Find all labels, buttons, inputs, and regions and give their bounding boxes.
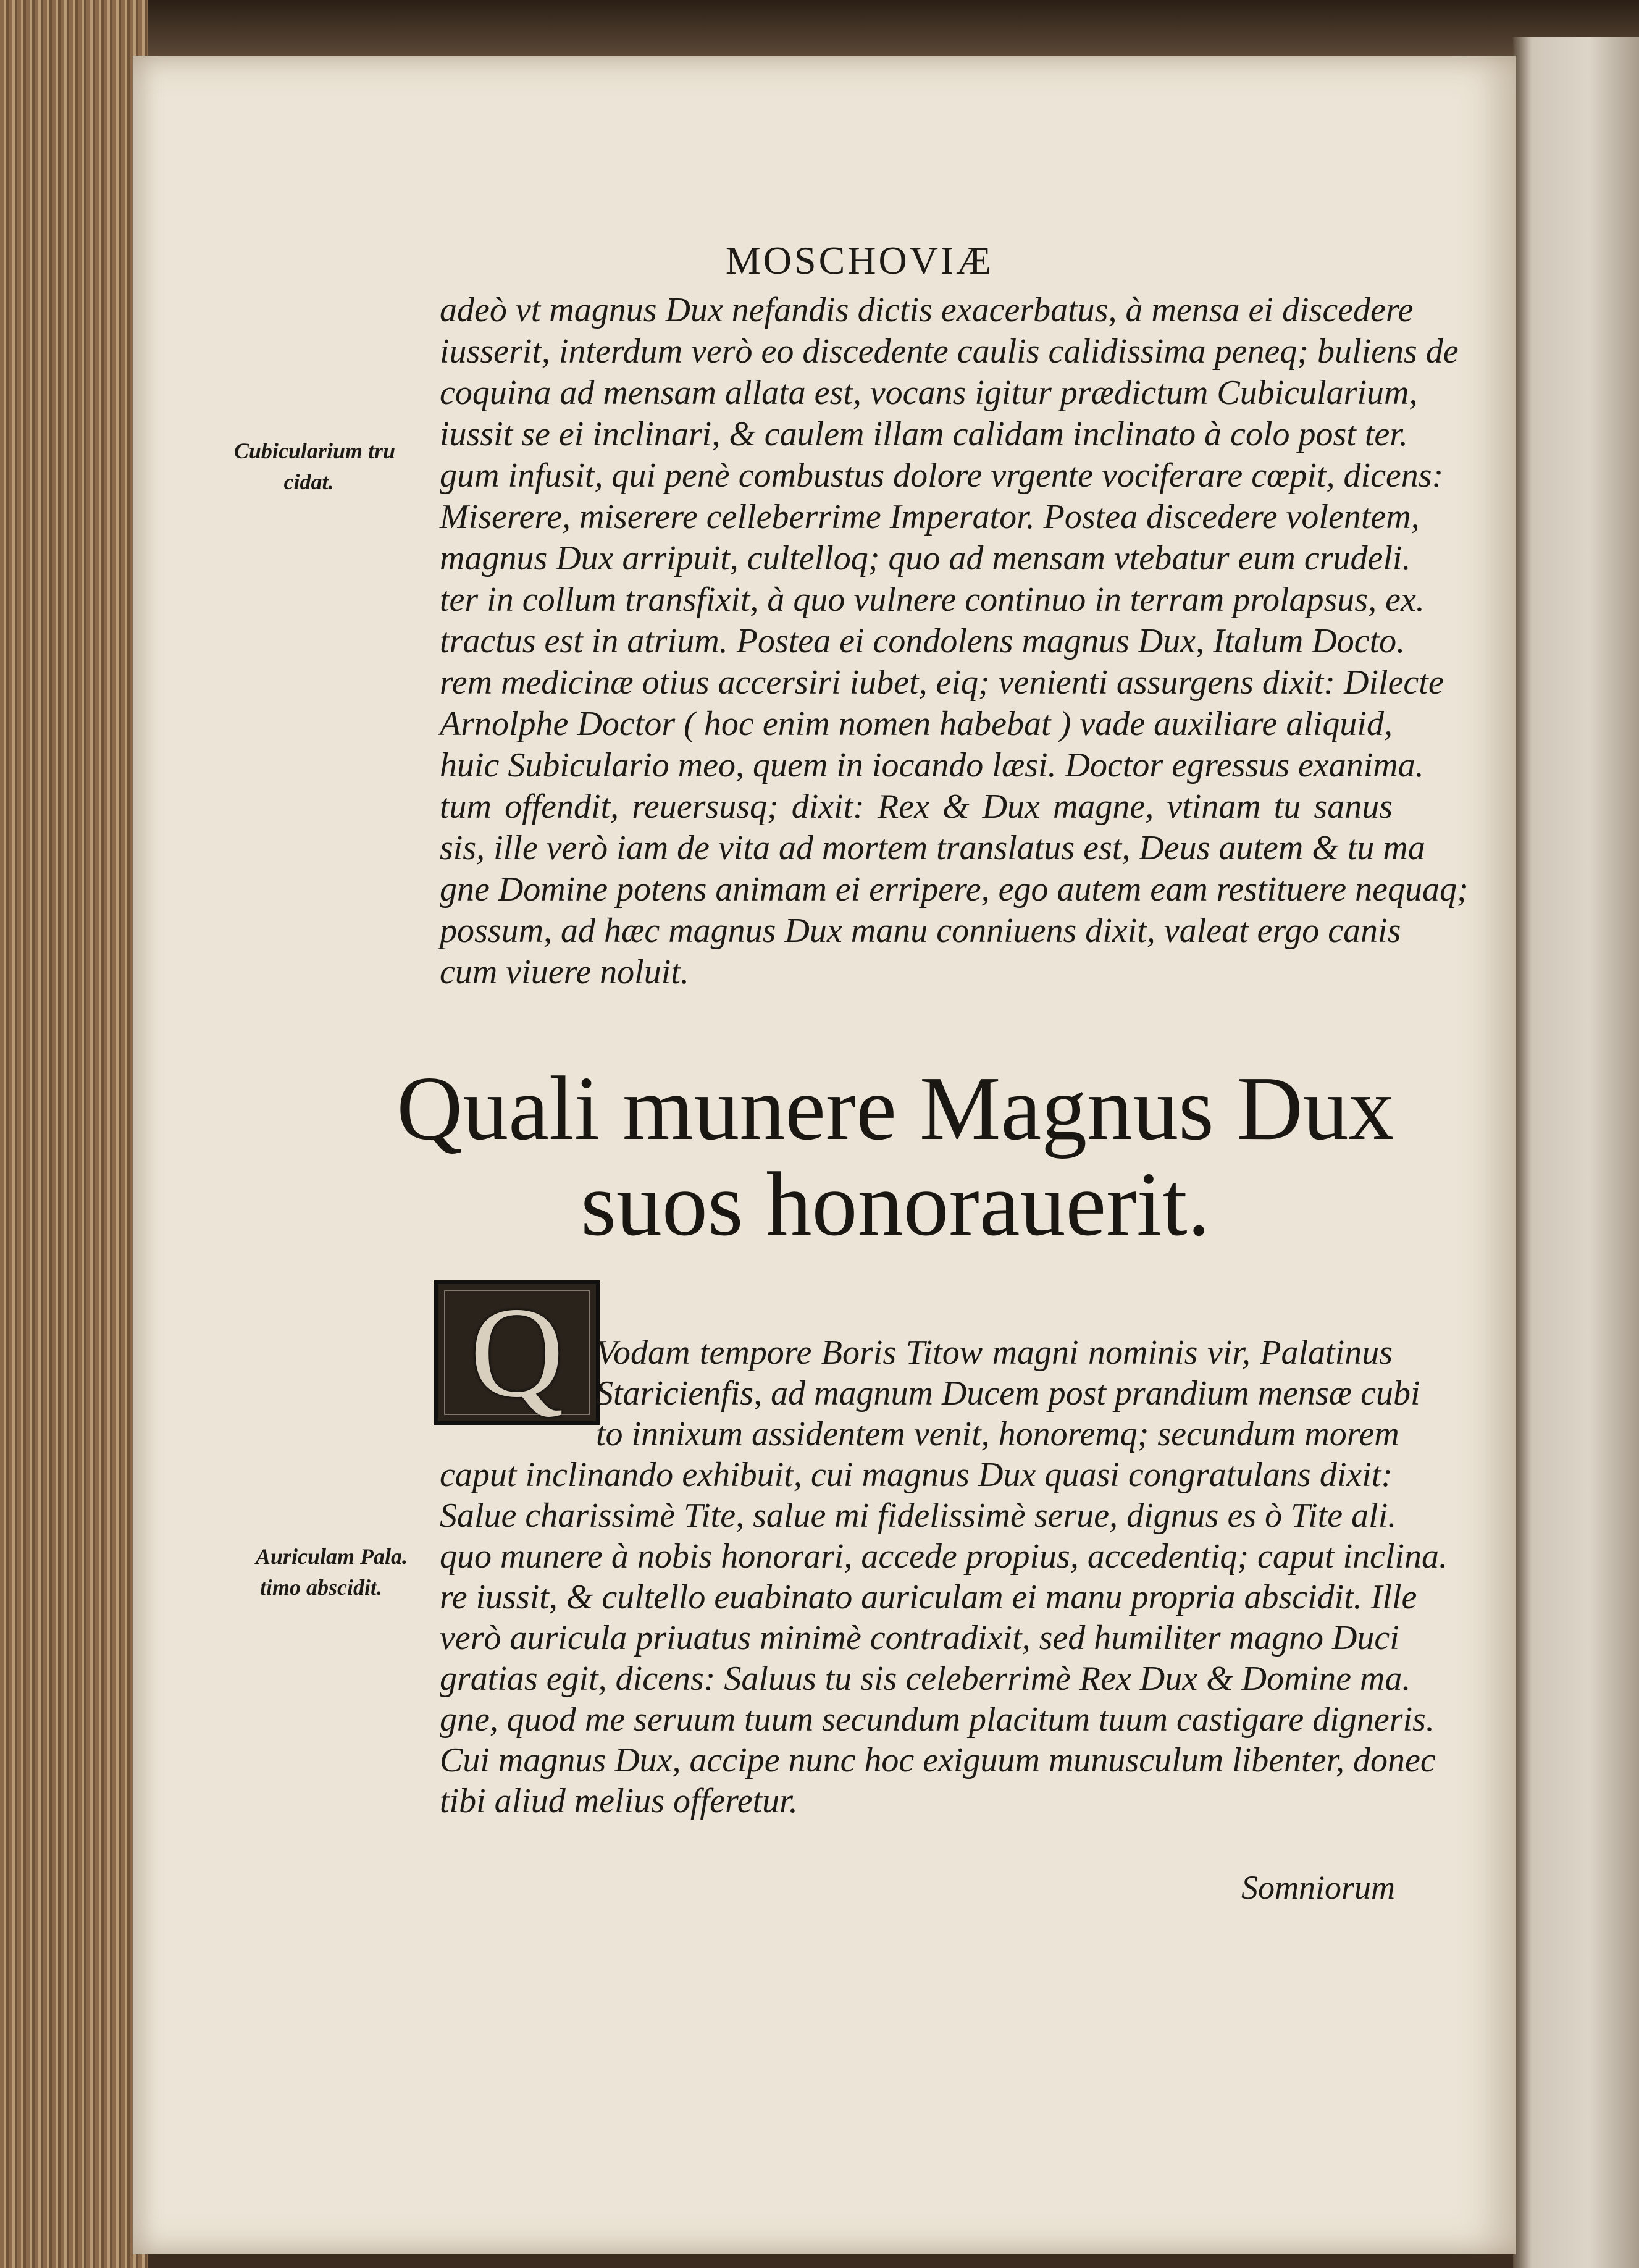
decorated-initial bbox=[434, 1280, 600, 1425]
running-head: MOSCHOVIÆ bbox=[725, 238, 994, 282]
text-line: ter in collum transfixit, à quo vulnere continuo in terram prolapsus, ex. bbox=[440, 581, 1425, 619]
margin-note-line: Cubicularium tru bbox=[233, 439, 395, 463]
text-line: Vodam tempore Boris Titow magni nominis vir, Palatinus bbox=[596, 1334, 1393, 1372]
text-line: rem medicinæ otius accersiri iubet, eiq; venienti assurgens dixit: Dilecte bbox=[440, 663, 1444, 702]
text-line: Miserere, miserere celleberrime Imperator. Postea discedere volentem, bbox=[440, 498, 1420, 536]
text-line: Arnolphe Doctor ( hoc enim nomen habebat ) vade auxiliare aliquid, bbox=[440, 705, 1393, 743]
drop-cap-letter: Q bbox=[470, 1281, 564, 1424]
text-line: gum infusit, qui penè combustus dolore vrgente vociferare cœpit, dicens: bbox=[440, 456, 1444, 495]
text-line: iusserit, interdum verò eo discedente caulis calidissima peneq; buliens de bbox=[440, 332, 1459, 371]
facing-page bbox=[1513, 37, 1639, 2268]
text-line: magnus Dux arripuit, cultelloq; quo ad mensam vtebatur eum crudeli. bbox=[440, 539, 1411, 578]
text-line: to innixum assidentem venit, honoremq; secundum morem bbox=[596, 1415, 1399, 1453]
margin-note-1 bbox=[222, 435, 395, 497]
text-line: re iussit, & cultello euabinato auriculam ei manu propria abscidit. Ille bbox=[440, 1578, 1417, 1616]
page-stack-edge bbox=[0, 0, 148, 2268]
text-line: adeò vt magnus Dux nefandis dictis exacerbatus, à mensa ei discedere bbox=[440, 291, 1414, 329]
margin-note-2 bbox=[235, 1541, 408, 1603]
text-line: caput inclinando exhibuit, cui magnus Dux quasi congratulans dixit: bbox=[440, 1456, 1393, 1494]
section-title-line: suos honorauerit. bbox=[581, 1154, 1210, 1255]
text-line: iussit se ei inclinari, & caulem illam calidam inclinato à colo post ter. bbox=[440, 415, 1408, 453]
text-line: Salue charissimè Tite, salue mi fidelissimè serue, dignus es ò Tite ali. bbox=[440, 1497, 1397, 1535]
text-line: quo munere à nobis honorari, accede propius, accedentiq; caput inclina. bbox=[440, 1537, 1448, 1576]
text-line: possum, ad hæc magnus Dux manu conniuens dixit, valeat ergo canis bbox=[440, 912, 1401, 950]
text-line: cum viuere noluit. bbox=[440, 953, 689, 991]
text-line: Cui magnus Dux, accipe nunc hoc exiguum munusculum libenter, donec bbox=[440, 1741, 1436, 1779]
text-line: sis, ille verò iam de vita ad mortem translatus est, Deus autem & tu ma bbox=[440, 829, 1425, 867]
catchword: Somniorum bbox=[1241, 1869, 1396, 1906]
text-line: gratias egit, dicens: Saluus tu sis celeberrimè Rex Dux & Domine ma. bbox=[440, 1660, 1411, 1698]
text-line: gne, quod me seruum tuum secundum placitum tuum castigare digneris. bbox=[440, 1700, 1435, 1739]
text-line: gne Domine potens animam ei erripere, ego autem eam restituere nequaq; bbox=[440, 870, 1469, 909]
margin-note-line: cidat. bbox=[283, 469, 334, 494]
margin-note-line: Auriculam Pala. bbox=[255, 1544, 408, 1569]
text-line: tractus est in atrium. Postea ei condolens magnus Dux, Italum Docto. bbox=[440, 622, 1406, 660]
text-line: huic Subiculario meo, quem in iocando læsi. Doctor egressus exanima. bbox=[440, 746, 1424, 784]
text-line: coquina ad mensam allata est, vocans igitur prædictum Cubicularium, bbox=[440, 374, 1418, 412]
section-title-line: Quali munere Magnus Dux bbox=[396, 1058, 1394, 1159]
text-line: verò auricula priuatus minimè contradixit, sed humiliter magno Duci bbox=[440, 1619, 1399, 1657]
margin-note-line: timo abscidit. bbox=[260, 1575, 382, 1600]
text-line: Staricienfis, ad magnum Ducem post prandium mensæ cubi bbox=[596, 1374, 1420, 1413]
text-line: tibi aliud melius offeretur. bbox=[440, 1782, 798, 1820]
text-line: tum offendit, reuersusq; dixit: Rex & Dux magne, vtinam tu sanus bbox=[440, 788, 1393, 826]
